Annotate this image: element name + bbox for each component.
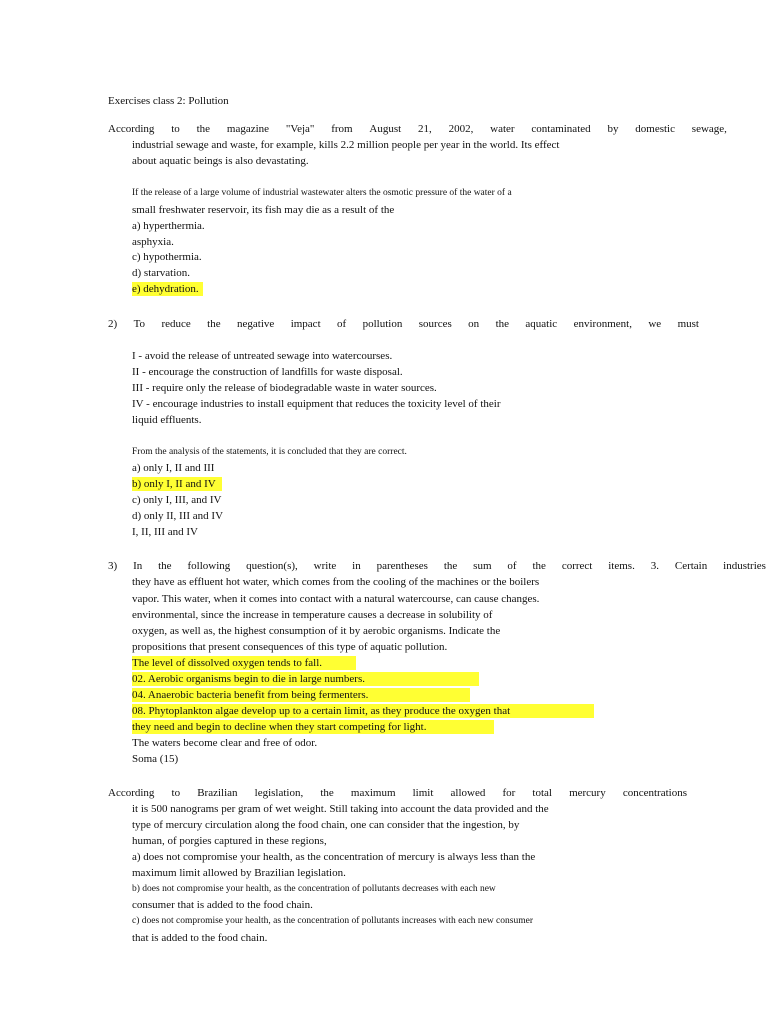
q3-item-16: The waters become clear and free of odor. xyxy=(132,737,318,749)
word: of xyxy=(337,318,347,330)
word: contaminated xyxy=(531,123,591,135)
q2-option-c: c) only I, III, and IV xyxy=(132,494,222,506)
word: to xyxy=(171,123,180,135)
word: write xyxy=(313,560,337,572)
word: "Veja" xyxy=(285,123,315,135)
q1-option-b: asphyxia. xyxy=(132,236,174,248)
q3-line-5: propositions that present consequences of this type of aquatic pollution. xyxy=(132,641,448,653)
q4-option-b-line-2: consumer that is added to the food chain. xyxy=(132,899,313,911)
word: 21, xyxy=(418,123,432,135)
word: sewage, xyxy=(691,123,727,135)
q3-line-1: they have as effluent hot water, which comes from the cooling of the machines or the boilers xyxy=(132,576,540,588)
word: environment, xyxy=(573,318,632,330)
q1-stem-line-2: small freshwater reservoir, its fish may die as a result of the xyxy=(132,204,395,216)
q4-option-a-line-2: maximum limit allowed by Brazilian legislation. xyxy=(132,867,346,879)
word: concentrations xyxy=(622,787,687,799)
q1-intro-line-3: about aquatic beings is also devastating. xyxy=(132,155,309,167)
word: the xyxy=(158,560,172,572)
word: legislation, xyxy=(254,787,304,799)
word: According xyxy=(108,787,155,799)
word: the xyxy=(207,318,221,330)
word: 2) xyxy=(108,318,118,330)
word: domestic xyxy=(635,123,675,135)
q3-item-01-correct: The level of dissolved oxygen tends to fall. xyxy=(132,656,356,670)
q2-statement-1: I - avoid the release of untreated sewage into watercourses. xyxy=(132,350,393,362)
q2-statement-5: liquid effluents. xyxy=(132,414,202,426)
q1-stem-line-1: If the release of a large volume of industrial wastewater alters the osmotic pressure of the water of a xyxy=(132,188,512,198)
q2-statement-2: II - encourage the construction of landfills for waste disposal. xyxy=(132,366,403,378)
word: Certain xyxy=(674,560,708,572)
q1-intro-line-1 xyxy=(108,122,727,136)
word: magazine xyxy=(226,123,270,135)
word: we xyxy=(648,318,662,330)
word: maximum xyxy=(350,787,396,799)
word: impact xyxy=(290,318,321,330)
word: industries xyxy=(723,560,766,572)
word: 3. xyxy=(650,560,659,572)
word: to xyxy=(171,787,181,799)
word: by xyxy=(607,123,619,135)
word: must xyxy=(677,318,699,330)
word: reduce xyxy=(161,318,191,330)
word: of xyxy=(507,560,517,572)
q3-sum: Soma (15) xyxy=(132,753,179,765)
q3-head xyxy=(108,559,766,573)
word: 3) xyxy=(108,560,118,572)
q4-option-a-line-1: a) does not compromise your health, as the concentration of mercury is always less than the xyxy=(132,851,536,863)
word: Brazilian xyxy=(197,787,238,799)
q4-head xyxy=(108,786,687,800)
word: mercury xyxy=(569,787,606,799)
q1-option-e-correct: e) dehydration. xyxy=(132,282,203,296)
word: sources xyxy=(418,318,452,330)
q3-item-02-correct: 02. Aerobic organisms begin to die in large numbers. xyxy=(132,672,479,686)
q2-conclusion: From the analysis of the statements, it is concluded that they are correct. xyxy=(132,447,407,457)
page-title: Exercises class 2: Pollution xyxy=(108,95,229,107)
word: the xyxy=(320,787,334,799)
word: correct xyxy=(561,560,593,572)
word: In xyxy=(133,560,143,572)
word: water xyxy=(490,123,515,135)
word: limit xyxy=(412,787,434,799)
word: following xyxy=(187,560,231,572)
word: aquatic xyxy=(525,318,558,330)
word: pollution xyxy=(362,318,403,330)
q4-line-2: type of mercury circulation along the food chain, one can consider that the ingestion, by xyxy=(132,819,520,831)
word: August xyxy=(369,123,402,135)
q3-item-08-line-2-correct: they need and begin to decline when they start competing for light. xyxy=(132,720,494,734)
word: the xyxy=(443,560,458,572)
q4-line-3: human, of porgies captured in these regions, xyxy=(132,835,327,847)
q2-option-d: d) only II, III and IV xyxy=(132,510,224,522)
q3-line-4: oxygen, as well as, the highest consumption of it by aerobic organisms. Indicate the xyxy=(132,625,501,637)
q4-line-1: it is 500 nanograms per gram of wet weight. Still taking into account the data provided and the xyxy=(132,803,549,815)
q2-head xyxy=(108,317,699,331)
word: question(s), xyxy=(246,560,298,572)
q3-line-2: vapor. This water, when it comes into contact with a natural watercourse, can cause changes. xyxy=(132,593,540,605)
q2-statement-3: III - require only the release of biodegradable waste in water sources. xyxy=(132,382,437,394)
word: for xyxy=(502,787,516,799)
q4-option-c-line-1: c) does not compromise your health, as the concentration of pollutants increases with each new consumer xyxy=(132,916,533,926)
q1-intro-line-2: industrial sewage and waste, for example, kills 2.2 million people per year in the world. Its effect xyxy=(132,139,560,151)
word: items. xyxy=(608,560,635,572)
q4-option-c-line-2: that is added to the food chain. xyxy=(132,932,268,944)
word: 2002, xyxy=(448,123,474,135)
q3-item-08-line-1-correct: 08. Phytoplankton algae develop up to a certain limit, as they produce the oxygen that xyxy=(132,704,594,718)
word: the xyxy=(196,123,211,135)
word: sum xyxy=(473,560,492,572)
word: on xyxy=(468,318,480,330)
word: total xyxy=(532,787,552,799)
q3-line-3: environmental, since the increase in temperature causes a decrease in solubility of xyxy=(132,609,493,621)
q2-statement-4: IV - encourage industries to install equipment that reduces the toxicity level of their xyxy=(132,398,501,410)
q1-option-d: d) starvation. xyxy=(132,267,191,279)
word: from xyxy=(331,123,353,135)
q3-item-04-correct: 04. Anaerobic bacteria benefit from being fermenters. xyxy=(132,688,470,702)
q2-option-b-correct: b) only I, II and IV xyxy=(132,477,222,491)
word: parentheses xyxy=(376,560,428,572)
q4-option-b-line-1: b) does not compromise your health, as the concentration of pollutants decreases with each new xyxy=(132,884,496,894)
word: the xyxy=(532,560,546,572)
q2-option-a: a) only I, II and III xyxy=(132,462,215,474)
word: allowed xyxy=(450,787,486,799)
q1-option-a: a) hyperthermia. xyxy=(132,220,205,232)
word: in xyxy=(352,560,361,572)
word: negative xyxy=(237,318,275,330)
q2-option-e: I, II, III and IV xyxy=(132,526,198,538)
word: the xyxy=(495,318,510,330)
word: According xyxy=(108,123,155,135)
word: To xyxy=(133,318,146,330)
q1-option-c: c) hypothermia. xyxy=(132,251,202,263)
